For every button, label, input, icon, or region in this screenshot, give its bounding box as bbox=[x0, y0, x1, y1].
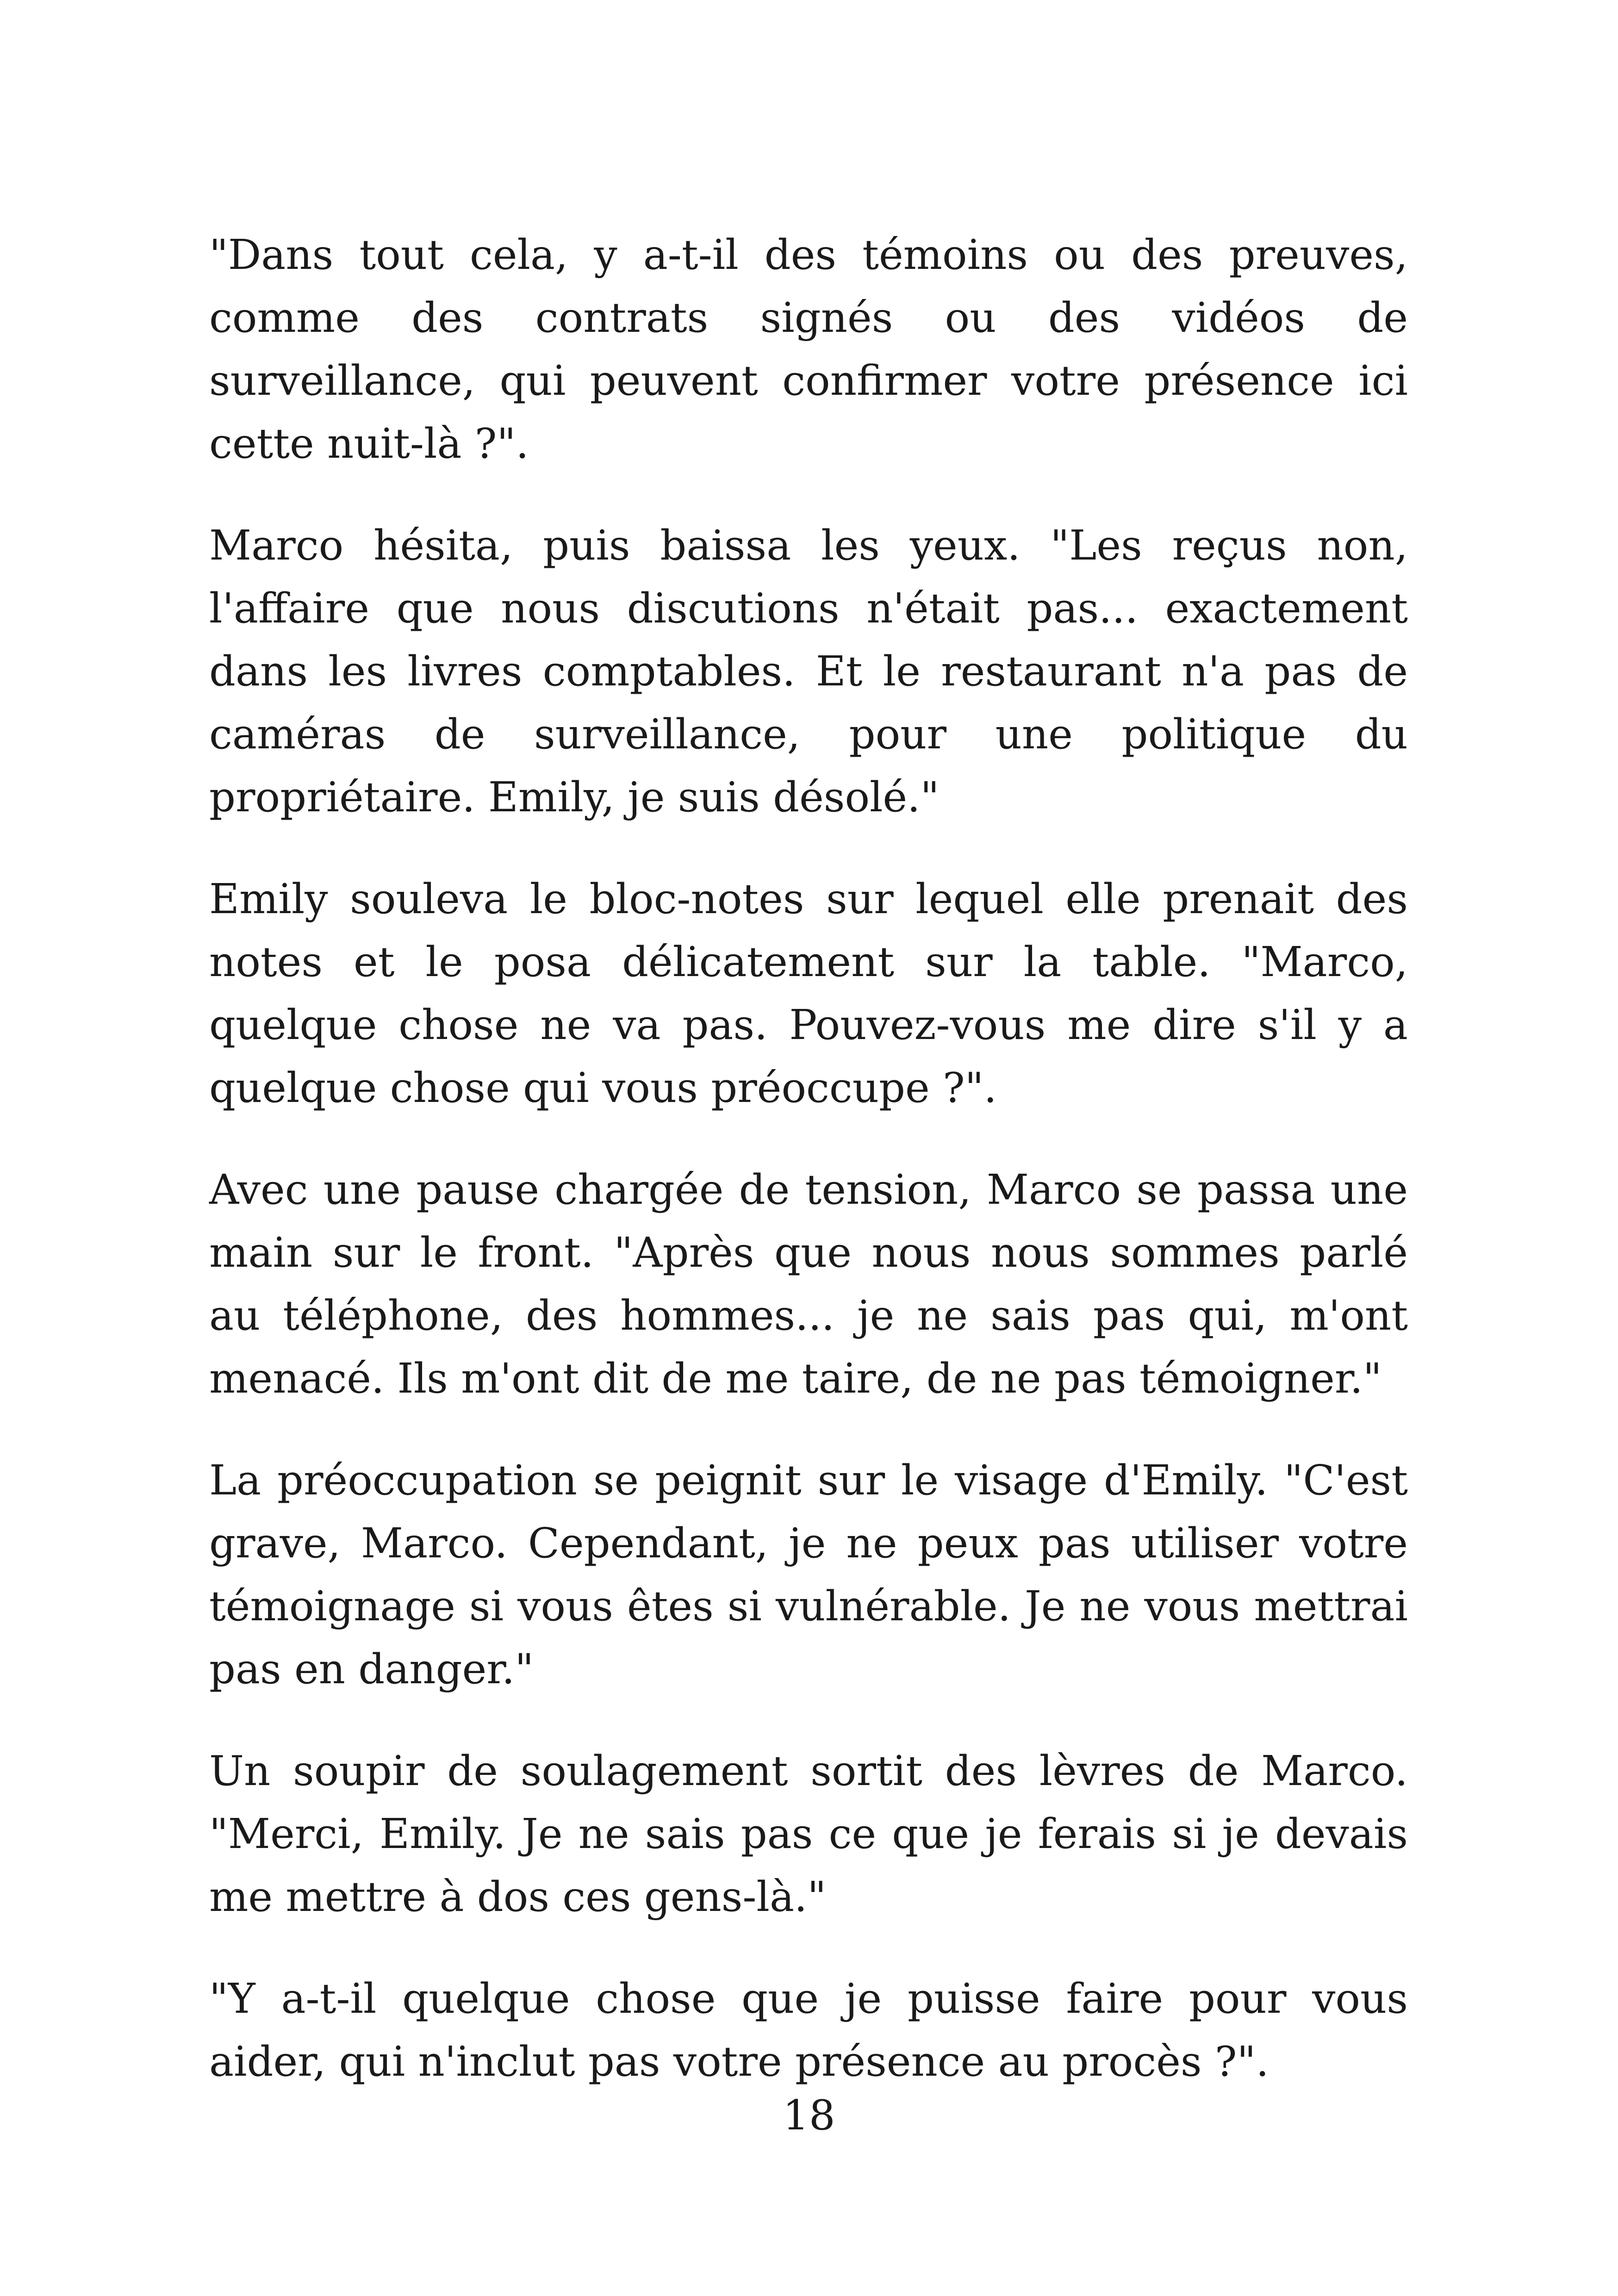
paragraph: Un soupir de soulagement sortit des lèvres de Marco. "Merci, Emily. Je ne sais pas ce que je ferais si je devais me mettre à dos ces gens-là." bbox=[209, 1747, 1408, 1921]
paragraph: La préoccupation se peignit sur le visage d'Emily. "C'est grave, Marco. Cependant, je ne peux pas utiliser votre témoignage si vous êtes si vulnérable. Je ne vous mettrai pas en danger." bbox=[209, 1456, 1408, 1693]
paragraph: "Dans tout cela, y a-t-il des témoins ou des preuves, comme des contrats signés ou des vidéos de surveillance, qui peuvent confirmer votre présence ici cette nuit-là ?". bbox=[209, 230, 1408, 467]
paragraph: Emily souleva le bloc-notes sur lequel elle prenait des notes et le posa délicatement sur la table. "Marco, quelque chose ne va pas. Pouvez-vous me dire s'il y a quelque chose qui vous préoccupe ?". bbox=[209, 875, 1408, 1112]
paragraph: "Y a-t-il quelque chose que je puisse faire pour vous aider, qui n'inclut pas votre présence au procès ?". bbox=[209, 1974, 1408, 2085]
paragraph: Marco hésita, puis baissa les yeux. "Les reçus non, l'affaire que nous discutions n'était pas... exactement dans les livres comptables. Et le restaurant n'a pas de caméras de surveillance, pour une politique du propriétaire. Emily, je suis désolé." bbox=[209, 521, 1408, 821]
body-text bbox=[209, 223, 1408, 2132]
page-number: 18 bbox=[783, 2091, 835, 2139]
paragraph: Avec une pause chargée de tension, Marco se passa une main sur le front. "Après que nous nous sommes parlé au téléphone, des hommes... je ne sais pas qui, m'ont menacé. Ils m'ont dit de me taire, de ne pas témoigner." bbox=[209, 1165, 1408, 1402]
